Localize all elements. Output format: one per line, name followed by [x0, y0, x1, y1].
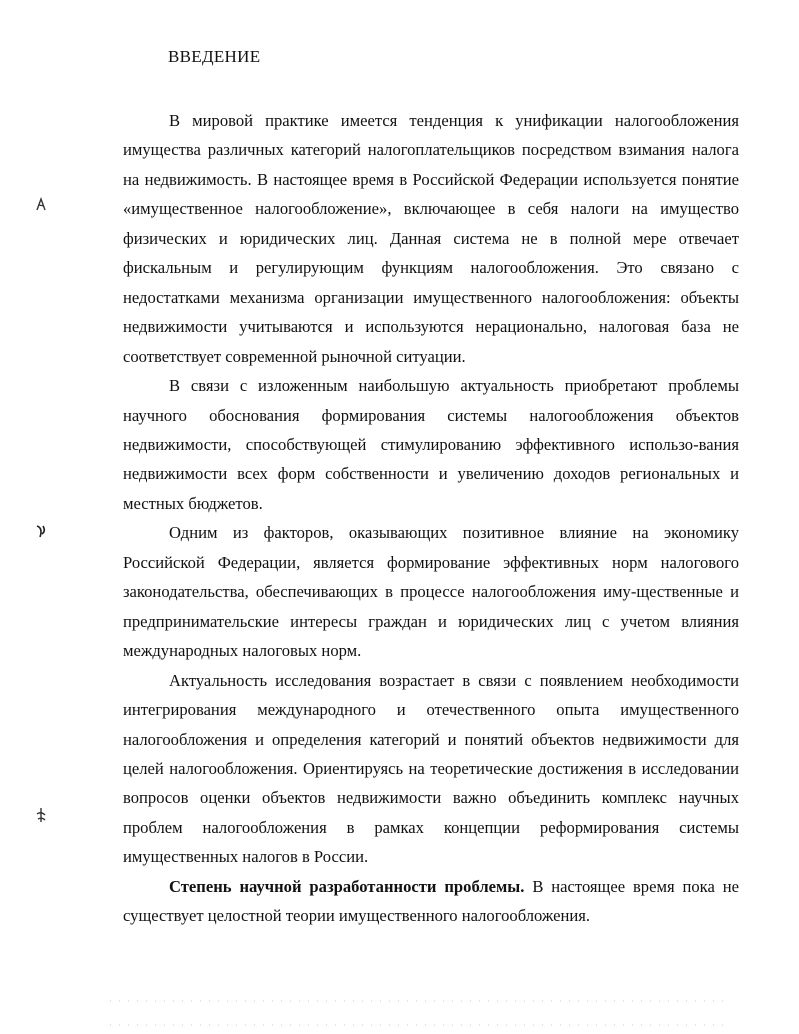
paragraph: Актуальность исследования возрастает в связи с появлением необходимости интегрирования международного и отечественного опыта имущественного налогообложения и определения категорий и понятий объектов недвижимости для целей налогообложения. Ориентируясь на теоретические достижения в исследовании вопросов оценки объектов недвижимости важно объединить комплекс научных проблем налогообложения в рамках концепции реформирования системы имущественных налогов в России. — [123, 670, 739, 867]
paragraph: В мировой практике имеется тенденция к унификации налогообложения имущества различных категорий налогоплательщиков посредством взимания налога на недвижимость. В настоящее время в Российской Федерации используется понятие «имущественное налогообложение», включающее в себя налоги на имущество физических и юридических лиц. Данная система не в полной мере отвечает фискальным и регулирующим функциям налогообложения. Это связано с недостатками механизма организации имущественного налогообложения: объекты недвижимости учитываются и используются нерационально, налоговая база не соответствует современной рыночной ситуации. — [123, 111, 739, 366]
paragraph-text: В настоящее время пока не существует целостной теории имущественного налогообложения. — [123, 876, 739, 926]
margin-mark-icon — [34, 806, 48, 824]
paragraph-degree-of-development — [123, 872, 739, 931]
page-title: ВВЕДЕНИЕ — [168, 47, 261, 66]
scan-noise — [110, 1024, 730, 1026]
scan-noise — [110, 1000, 730, 1002]
margin-mark-icon — [34, 522, 48, 540]
paragraph: Одним из факторов, оказывающих позитивное влияние на экономику Российской Федерации, является формирование эффективных норм налогового законодательства, обеспечивающих в процессе налогообложения иму-щественные и предпринимательские интересы граждан и юридических лиц с учетом влияния международных налоговых норм. — [123, 523, 739, 661]
margin-mark-icon — [34, 196, 48, 214]
bold-lead: Степень научной разработанности проблемы. — [169, 876, 525, 896]
paragraph: В связи с изложенным наибольшую актуальность приобретают проблемы научного обоснования формирования системы налогообложения объектов недвижимости, способствующей стимулированию эффективного использо-вания недвижимости всех форм собственности и увеличению доходов региональных и местных бюджетов. — [123, 376, 739, 513]
body-text — [123, 106, 739, 931]
